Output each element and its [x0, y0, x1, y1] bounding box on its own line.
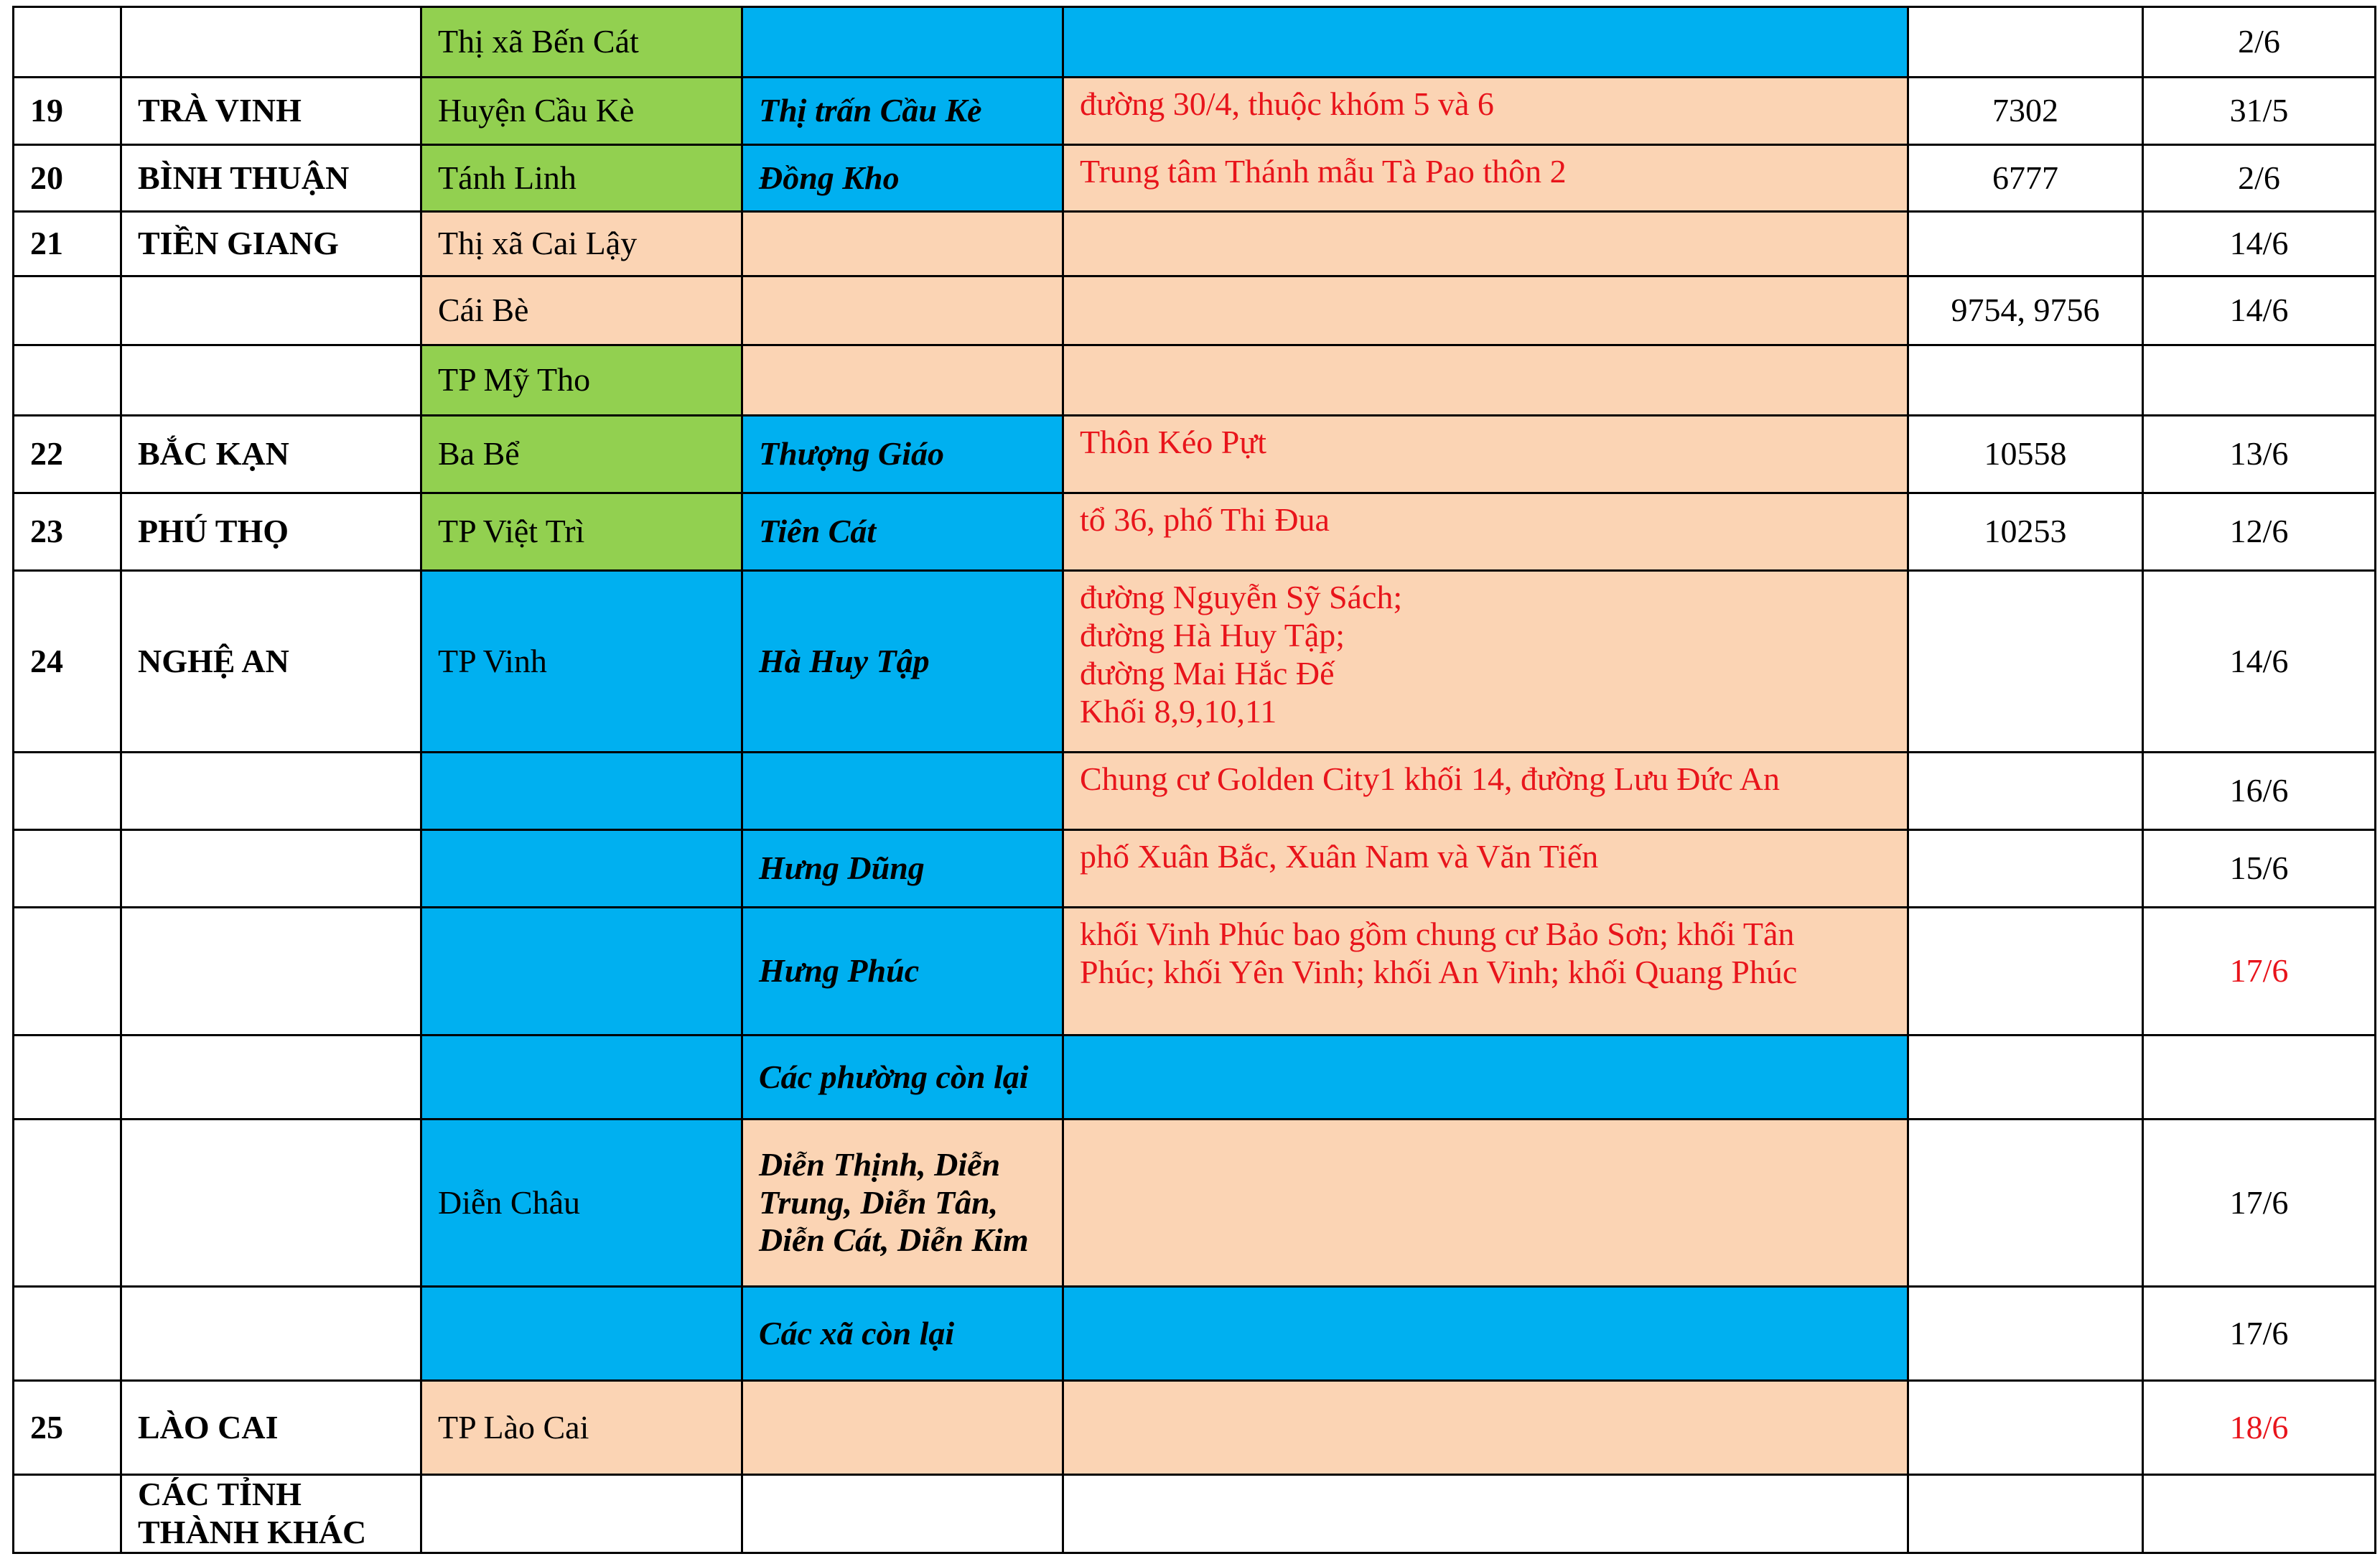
date-cell: 2/6 [2143, 7, 2376, 78]
address-cell [1063, 276, 1908, 345]
address-cell [1063, 78, 1908, 145]
district-cell [421, 830, 742, 908]
address-cell [1063, 1120, 1908, 1287]
stt-cell [14, 1475, 121, 1553]
code-cell: 7302 [1908, 78, 2143, 145]
date-cell [2143, 1475, 2376, 1553]
table-body [14, 7, 2376, 1553]
province-cell: NGHỆ AN [121, 571, 421, 753]
district-cell: TP Việt Trì [421, 493, 742, 571]
code-cell [1908, 212, 2143, 276]
district-cell: Diễn Châu [421, 1120, 742, 1287]
table-row [14, 7, 2376, 78]
stt-cell [14, 7, 121, 78]
table-row [14, 276, 2376, 345]
district-cell: TP Mỹ Tho [421, 345, 742, 416]
ward-cell [742, 276, 1063, 345]
province-cell [121, 276, 421, 345]
district-cell: TP Lào Cai [421, 1381, 742, 1475]
code-cell [1908, 753, 2143, 830]
district-cell [421, 908, 742, 1036]
date-cell [2143, 1036, 2376, 1120]
code-cell [1908, 1287, 2143, 1381]
address-cell [1063, 753, 1908, 830]
district-cell: Thị xã Bến Cát [421, 7, 742, 78]
stt-cell: 23 [14, 493, 121, 571]
date-cell: 16/6 [2143, 753, 2376, 830]
stt-cell [14, 753, 121, 830]
table-row [14, 416, 2376, 493]
address-line: Thôn Kéo Pựt [1080, 424, 1267, 460]
date-cell: 14/6 [2143, 571, 2376, 753]
date-cell: 17/6 [2143, 1120, 2376, 1287]
address-cell [1063, 908, 1908, 1036]
address-line: khối Vinh Phúc bao gồm chung cư Bảo Sơn; khối Tân [1080, 916, 1795, 952]
ward-cell [742, 7, 1063, 78]
code-cell [1908, 345, 2143, 416]
table-row [14, 345, 2376, 416]
province-cell: LÀO CAI [121, 1381, 421, 1475]
province-cell: BẮC KẠN [121, 416, 421, 493]
address-line: Trung tâm Thánh mẫu Tà Pao thôn 2 [1080, 153, 1567, 190]
ward-cell: Thượng Giáo [742, 416, 1063, 493]
ward-cell: Diễn Thịnh, Diễn Trung, Diễn Tân, Diễn Cát, Diễn Kim [742, 1120, 1063, 1287]
ward-cell: Các phường còn lại [742, 1036, 1063, 1120]
ward-cell: Hưng Dũng [742, 830, 1063, 908]
province-cell [121, 830, 421, 908]
district-cell [421, 1475, 742, 1553]
address-cell [1063, 1287, 1908, 1381]
stt-cell [14, 1036, 121, 1120]
district-cell: Tánh Linh [421, 145, 742, 212]
ward-cell: Hưng Phúc [742, 908, 1063, 1036]
ward-cell: Thị trấn Cầu Kè [742, 78, 1063, 145]
date-cell [2143, 345, 2376, 416]
table-row [14, 78, 2376, 145]
province-cell: CÁC TỈNH THÀNH KHÁC [121, 1475, 421, 1553]
table-row [14, 571, 2376, 753]
table-row [14, 830, 2376, 908]
date-cell: 17/6 [2143, 1287, 2376, 1381]
code-cell [1908, 908, 2143, 1036]
stt-cell: 22 [14, 416, 121, 493]
code-cell: 10558 [1908, 416, 2143, 493]
address-line: đường Nguyễn Sỹ Sách; [1080, 579, 1403, 615]
code-cell [1908, 1036, 2143, 1120]
address-cell [1063, 345, 1908, 416]
address-line: đường 30/4, thuộc khóm 5 và 6 [1080, 85, 1494, 122]
district-cell [421, 1036, 742, 1120]
table-row [14, 753, 2376, 830]
date-cell: 17/6 [2143, 908, 2376, 1036]
date-cell: 31/5 [2143, 78, 2376, 145]
date-cell: 13/6 [2143, 416, 2376, 493]
address-cell [1063, 145, 1908, 212]
district-cell [421, 753, 742, 830]
ward-cell [742, 345, 1063, 416]
date-cell: 14/6 [2143, 212, 2376, 276]
ward-cell [742, 753, 1063, 830]
table-row [14, 1475, 2376, 1553]
stt-cell: 25 [14, 1381, 121, 1475]
province-cell [121, 1120, 421, 1287]
stt-cell [14, 1120, 121, 1287]
province-cell [121, 7, 421, 78]
ward-cell [742, 212, 1063, 276]
address-line: tổ 36, phố Thi Đua [1080, 501, 1330, 538]
stt-cell: 24 [14, 571, 121, 753]
address-cell [1063, 416, 1908, 493]
address-cell [1063, 1381, 1908, 1475]
province-cell [121, 345, 421, 416]
stt-cell [14, 908, 121, 1036]
address-cell [1063, 571, 1908, 753]
address-line: Khối 8,9,10,11 [1080, 692, 1277, 730]
table-row [14, 145, 2376, 212]
district-cell: Cái Bè [421, 276, 742, 345]
province-cell: PHÚ THỌ [121, 493, 421, 571]
stt-cell [14, 345, 121, 416]
province-cell [121, 1287, 421, 1381]
date-cell: 18/6 [2143, 1381, 2376, 1475]
code-cell [1908, 830, 2143, 908]
date-cell: 12/6 [2143, 493, 2376, 571]
province-cell: TIỀN GIANG [121, 212, 421, 276]
ward-cell: Đồng Kho [742, 145, 1063, 212]
code-cell: 9754, 9756 [1908, 276, 2143, 345]
address-cell [1063, 7, 1908, 78]
province-cell [121, 753, 421, 830]
table-row [14, 1120, 2376, 1287]
code-cell: 6777 [1908, 145, 2143, 212]
district-cell: Ba Bể [421, 416, 742, 493]
stt-cell [14, 830, 121, 908]
ward-cell [742, 1381, 1063, 1475]
address-line: đường Hà Huy Tập; [1080, 616, 1345, 653]
date-cell: 15/6 [2143, 830, 2376, 908]
date-cell: 2/6 [2143, 145, 2376, 212]
table-row [14, 1381, 2376, 1475]
province-cell [121, 908, 421, 1036]
district-cell: TP Vinh [421, 571, 742, 753]
ward-cell [742, 1475, 1063, 1553]
stt-cell: 20 [14, 145, 121, 212]
table-row [14, 1036, 2376, 1120]
stt-cell [14, 276, 121, 345]
code-cell [1908, 7, 2143, 78]
address-line: Chung cư Golden City1 khối 14, đường Lưu Đức An [1080, 760, 1781, 797]
district-cell: Thị xã Cai Lậy [421, 212, 742, 276]
province-cell [121, 1036, 421, 1120]
stt-cell: 21 [14, 212, 121, 276]
address-line: Phúc; khối Yên Vinh; khối An Vinh; khối Quang Phúc [1080, 953, 1798, 990]
code-cell [1908, 1381, 2143, 1475]
code-cell [1908, 571, 2143, 753]
table-row [14, 212, 2376, 276]
address-line: đường Mai Hắc Đế [1080, 654, 1335, 692]
address-cell [1063, 493, 1908, 571]
table-row [14, 908, 2376, 1036]
district-cell [421, 1287, 742, 1381]
address-cell [1063, 1036, 1908, 1120]
address-cell [1063, 830, 1908, 908]
ward-cell: Tiên Cát [742, 493, 1063, 571]
district-cell: Huyện Cầu Kè [421, 78, 742, 145]
ward-cell: Hà Huy Tập [742, 571, 1063, 753]
province-cell: TRÀ VINH [121, 78, 421, 145]
stt-cell [14, 1287, 121, 1381]
ward-cell: Các xã còn lại [742, 1287, 1063, 1381]
address-cell [1063, 1475, 1908, 1553]
table-row [14, 1287, 2376, 1381]
province-cell: BÌNH THUẬN [121, 145, 421, 212]
address-line: phố Xuân Bắc, Xuân Nam và Văn Tiến [1080, 838, 1599, 875]
code-cell [1908, 1120, 2143, 1287]
address-cell [1063, 212, 1908, 276]
code-cell [1908, 1475, 2143, 1553]
stt-cell: 19 [14, 78, 121, 145]
date-cell: 14/6 [2143, 276, 2376, 345]
code-cell: 10253 [1908, 493, 2143, 571]
outbreak-area-table [12, 6, 2376, 1554]
table-row [14, 493, 2376, 571]
